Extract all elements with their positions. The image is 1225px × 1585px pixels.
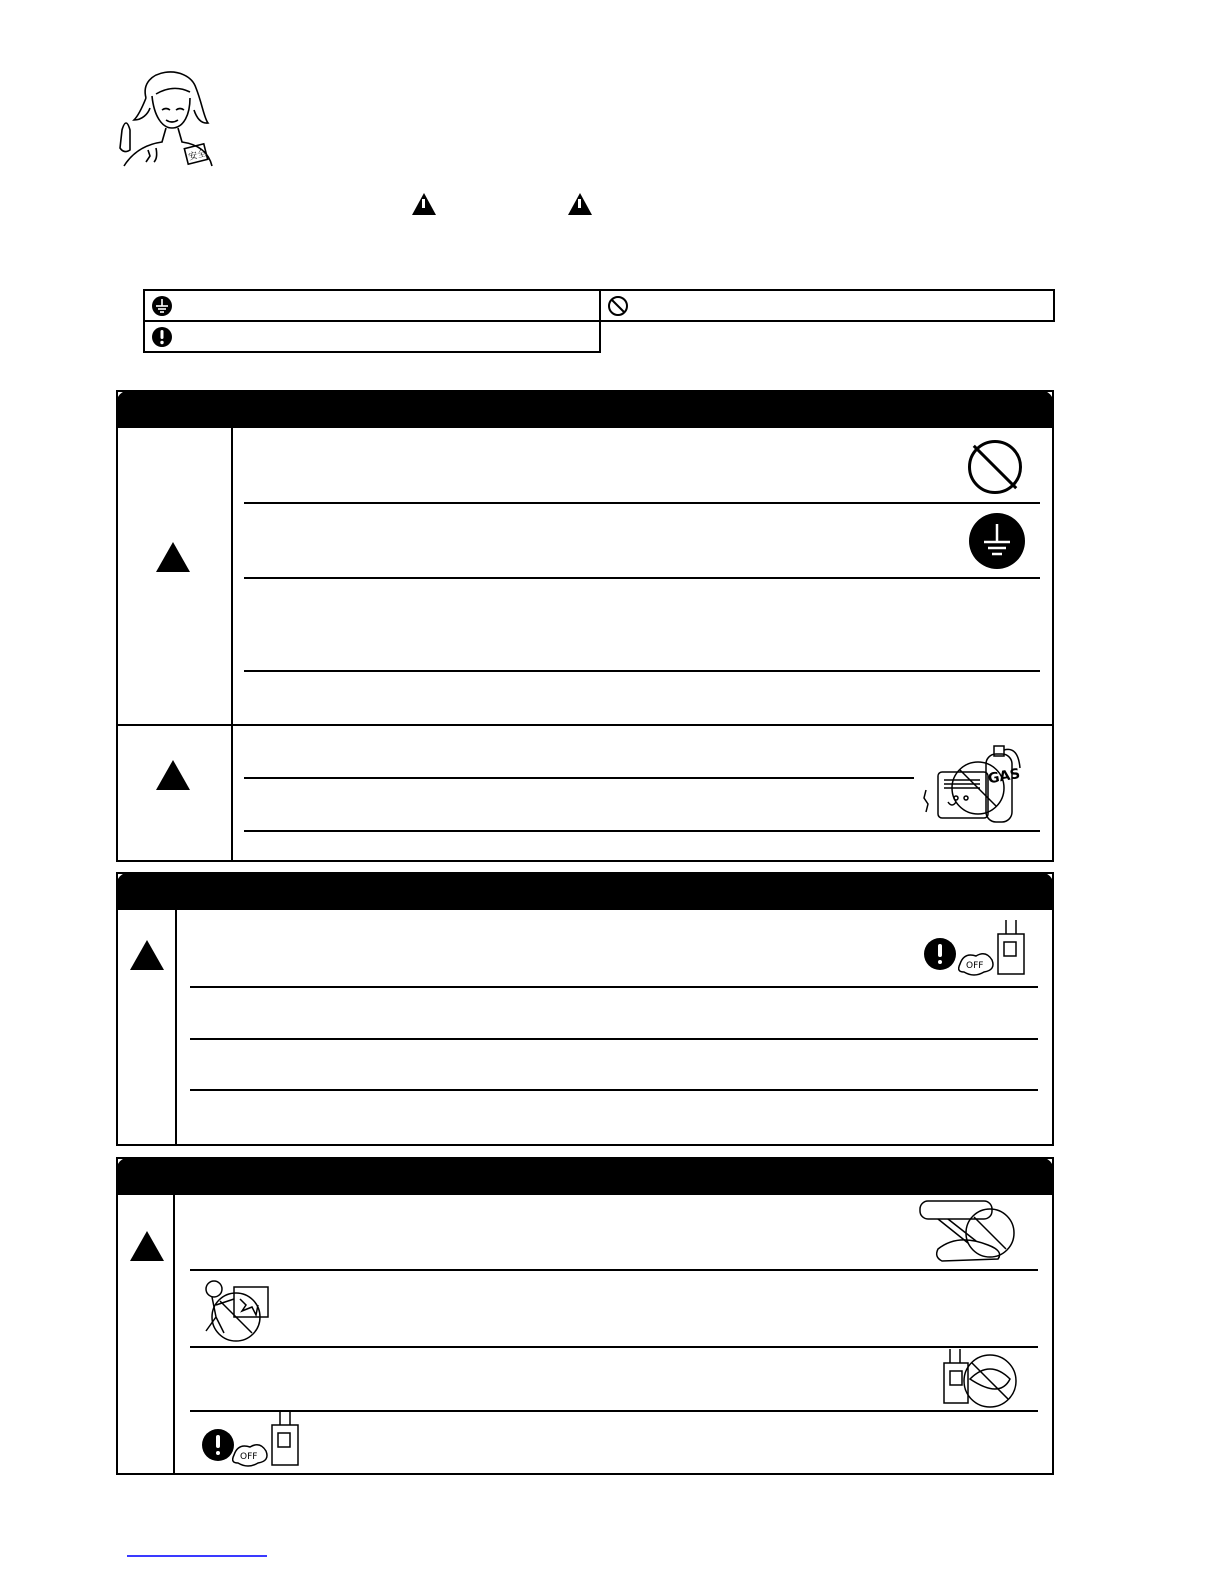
column-divider (231, 428, 233, 862)
row-divider (190, 1410, 1038, 1412)
no-impact-illustration (196, 1275, 276, 1345)
section-header (116, 1157, 1054, 1195)
section-header (116, 872, 1054, 910)
gas-cylinder-illustration (918, 742, 1030, 834)
mascot-badge-text: 安全 (187, 148, 208, 163)
warning-triangle-icon (130, 940, 164, 970)
safety-section-3 (116, 1157, 1054, 1475)
warning-triangle-icon (156, 760, 190, 790)
warning-triangle-exclaim (578, 199, 581, 208)
prohibit-icon (607, 295, 629, 317)
breaker-off-icon (958, 920, 1032, 978)
column-divider (173, 1195, 175, 1475)
row-divider (244, 777, 914, 779)
gas-cylinder-text: GAS (986, 765, 1022, 788)
ground-icon (151, 295, 173, 317)
warning-triangle-icon (130, 1231, 164, 1261)
group-divider (118, 724, 1052, 726)
warning-triangle-icon (156, 542, 190, 572)
warning-triangle-exclaim (422, 199, 425, 208)
row-divider (190, 1038, 1038, 1040)
legend-ground (143, 289, 601, 322)
safety-section-2 (116, 872, 1054, 1146)
symbol-legend (143, 289, 1055, 353)
row-divider (190, 986, 1038, 988)
row-divider (190, 1269, 1038, 1271)
prohibit-icon (968, 440, 1022, 494)
no-wet-hands-illustration (940, 1349, 1026, 1411)
row-divider (244, 502, 1040, 504)
ground-icon (968, 512, 1026, 570)
row-divider (244, 670, 1040, 672)
column-divider (175, 910, 177, 1146)
footer-rule (127, 1555, 267, 1557)
legend-mandatory (143, 320, 601, 353)
mandatory-icon (151, 326, 173, 348)
breaker-off-icon (232, 1411, 306, 1469)
mascot-illustration (108, 58, 218, 168)
no-direct-airflow-illustration (918, 1199, 1022, 1265)
row-divider (244, 577, 1040, 579)
section-header (116, 390, 1054, 428)
mandatory-icon (924, 938, 956, 970)
safety-section-1 (116, 390, 1054, 862)
breaker-off-text: OFF (240, 1452, 258, 1462)
mandatory-icon (202, 1429, 234, 1461)
row-divider (190, 1346, 1038, 1348)
row-divider (190, 1089, 1038, 1091)
legend-prohibit (599, 289, 1055, 322)
breaker-off-text: OFF (966, 961, 984, 971)
